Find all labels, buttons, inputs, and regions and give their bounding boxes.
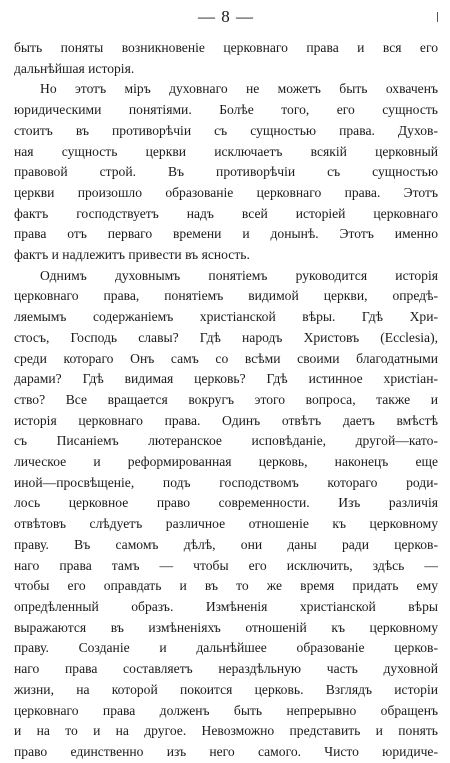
text-line: дарами? Гдѣ видимая церковь? Гдѣ истинное христіан- xyxy=(14,371,438,387)
paragraph xyxy=(14,266,438,763)
paragraph xyxy=(14,79,438,265)
text-line: церковнаго права, понятіемъ видимой церкви, опредѣ- xyxy=(14,288,438,304)
text-line: ство? Все вращается вокругъ этого вопроса, также и xyxy=(14,391,438,407)
text-line: ная сущность церкви исключаетъ всякій церковный xyxy=(14,143,438,159)
text-line: иной—просвѣщеніе, подъ господствомъ котораго роди- xyxy=(14,474,438,490)
text-line: отвѣтовъ слѣдуетъ различное отношеніе къ церковному xyxy=(14,516,438,532)
text-line: праву. Въ самомъ дѣлѣ, они даны ради церков- xyxy=(14,536,438,552)
text-line: среди котораго Онъ самъ со всѣми своими благодатными xyxy=(14,350,438,366)
text-line: исторія церковнаго права. Одинъ отвѣтъ даетъ вмѣстѣ xyxy=(14,412,438,428)
text-line: выражаются въ измѣненіяхъ отношеній къ церковному xyxy=(14,619,438,635)
text-line: фактъ и надлежитъ привести въ ясность. xyxy=(14,247,250,263)
text-line: опредѣленный образъ. Измѣненія христіанской вѣры xyxy=(14,598,438,614)
text-line: стосъ, Господь славы? Гдѣ народъ Христовъ (Ecclesia), xyxy=(14,329,438,345)
text-line: церковнаго права долженъ быть непрерывно обращенъ xyxy=(14,702,438,718)
text-line: съ Писаніемъ лютеранское исповѣданіе, другой—като- xyxy=(14,433,438,449)
text-line: фактъ господствуетъ надъ всей исторіей церковнаго xyxy=(14,205,438,221)
text-line: церкви произошло образованіе церковнаго права. Этотъ xyxy=(14,184,438,200)
text-line: жизни, на которой покоится церковь. Взглядъ исторіи xyxy=(14,681,438,697)
text-line: лическое и реформированная церковь, наконецъ еще xyxy=(14,454,438,470)
text-line: права отъ перваго времени и донынѣ. Этотъ именно xyxy=(14,226,438,242)
text-line: праву. Созданіе и дальнѣйшее образованіе церков- xyxy=(14,640,438,656)
text-line: быть поняты возникновеніе церковнаго права и вся его xyxy=(14,40,438,55)
paragraph xyxy=(14,38,438,79)
text-line: чтобы его оправдать и въ то же время придать ему xyxy=(14,578,438,594)
text-line: лось церковное право современности. Изъ различія xyxy=(14,495,438,511)
text-line: и на то и на другое. Невозможно представить и понять xyxy=(14,723,438,739)
text-line: ляемымъ содержаніемъ христіанской вѣры. Гдѣ Хри- xyxy=(14,309,438,325)
text-line: стоитъ въ противорѣчіи съ сущностью права. Духов- xyxy=(14,122,438,138)
text-line: Однимъ духовнымъ понятіемъ руководится исторія xyxy=(40,267,438,283)
text-body xyxy=(14,38,438,763)
margin-mark xyxy=(437,12,438,22)
page-number: — 8 — xyxy=(198,7,254,26)
text-line: право единственно изъ него самого. Чисто юридиче- xyxy=(14,743,438,759)
text-line: правовой строй. Въ противорѣчіи съ сущностью xyxy=(14,164,438,180)
text-line: юридическими понятіями. Болѣе того, его сущность xyxy=(14,102,438,118)
text-line: дальнѣйшая исторія. xyxy=(14,60,135,76)
text-line: Но этотъ міръ духовнаго не можетъ быть охваченъ xyxy=(40,81,438,97)
text-line: наго права тамъ — чтобы его исключить, здѣсь — xyxy=(14,557,438,573)
text-line: наго права составляетъ нераздѣльную часть духовной xyxy=(14,661,438,677)
